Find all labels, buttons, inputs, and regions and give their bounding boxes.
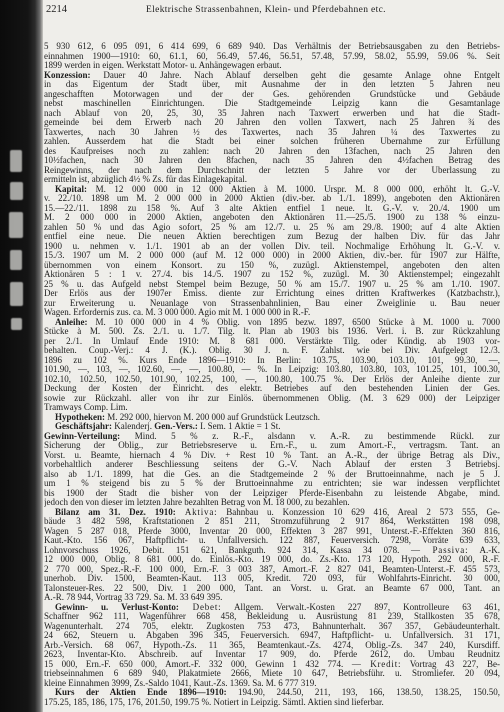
text-run: M. 2 000 000 in 2000 Aktien, angeboten den Aktionären 11.—25./5. 1900 zu 138 % einzu- <box>44 213 500 222</box>
text-run: Sicherung der Oblig., zur Betriebsreserve u. Ern.-F., u. zum Amort.-F., vertragsm. Tant. an <box>44 441 500 450</box>
text-run: Kaut.-Kto. 156 067, Haftpflicht- u. Unfallversich. 122 887, Feuerversich. 7298, Vorräte 639 633, <box>44 536 500 545</box>
binding-stamp <box>10 150 22 172</box>
text-run: 194.90, 244.50, 211, 193, 166, 138.50, 138.25, 150.50, <box>226 688 500 697</box>
text-line <box>44 52 500 62</box>
section-heading: Bilanz am 31. Dez. 1910: <box>55 507 176 517</box>
text-line <box>44 679 500 689</box>
text-line <box>44 147 500 157</box>
text-run: angeschafften Motorwagen und der der Ges. gehörenden Grundstücke und Gebäude <box>44 89 500 99</box>
text-run: 1899 werden in eigen. Werkstatt Motor- u. Anhängewagen erbaut. <box>44 61 282 70</box>
text-line <box>44 232 500 242</box>
text-run: 15.—22./11. 1898 zu 158 %. Auf 3 alte Aktien entfiel 1 neue. lt. G.-V. v. 20./4. 1900 um <box>44 203 500 213</box>
text-line <box>44 479 500 489</box>
text-line <box>44 527 500 537</box>
binding-stamp <box>10 282 23 306</box>
section-heading: Kapital: <box>55 184 88 194</box>
text-line <box>44 489 500 499</box>
text-line <box>44 61 500 71</box>
text-line <box>44 603 500 613</box>
text-run: M. 292 000, hiervon M. 200 000 auf Grundstück Leutzsch. <box>105 412 320 422</box>
text-line <box>44 166 500 176</box>
text-line <box>44 261 500 271</box>
text-run: per 2./1. In Umlauf Ende 1910: M. 8 681 000. Verstärkte Tilg. oder Kündig. ab 1903 vor- <box>44 336 500 346</box>
text-line <box>44 299 500 309</box>
text-run: Deckung der Kosten der Einricht. des elektr. Betriebes auf den bestehenden Linien der Ges. <box>44 384 500 393</box>
text-run: vorbehaltlich anderer Beschliessung seitens der G.-V. Nach Ablauf der ersten 3 Betriebsj. <box>44 460 500 469</box>
text-run: 1896 zu 102 %. Kurs Ende 1896—1910: In Berlin: 103.75, 103.90, 103.10, 101, 99.30, —, <box>44 355 500 365</box>
text-run: nebst maschinellen Einrichtungen. Die Stadtgemeinde Leipzig kann die Gesamtanlage <box>44 99 500 108</box>
text-run: Wagenunterhalt. 274 705, elektr. Zugkosten 753 473, Bahnunterhalt. 367 357, Gebäudeunterhalt. <box>44 621 500 631</box>
text-line <box>44 660 500 670</box>
text-run: 15 000, Ern.-F. 650 000, Amort.-F. 332 000, Gewinn 1 432 774. — <box>44 659 361 669</box>
text-run: nach Ablauf von 20, 25, 30, 35 Jahren nach Taxwert erwerben und hat die Stadt- <box>44 108 500 118</box>
text-line <box>44 394 500 404</box>
paragraph <box>44 432 500 508</box>
text-run: Bahnbau u. Konzession 10 629 416, Areal 2 573 555, Ge- <box>217 507 500 517</box>
paragraph <box>44 42 500 71</box>
paragraph <box>44 688 500 707</box>
text-line <box>44 137 500 147</box>
text-run: Vorst. u. Beamte, hiernach 4 % Div. + Rest 10 % Tant. an A.-R., der übrige Betrag als Div., <box>44 450 500 460</box>
text-run: 15./3. 1907 um M. 2 000 000 (auf M. 12 000 000) in 2000 Aktien, div.-ber. für 1907 zur Hälfte, <box>44 251 500 260</box>
text-run: Vortrag 43 227, Be- <box>401 659 500 669</box>
running-head-title: Elektrische Strassenbahnen, Klein- und Pferdebahnen etc. <box>146 5 386 15</box>
text-line <box>44 90 500 100</box>
text-line <box>44 422 500 432</box>
section-heading: Kurs der Aktien Ende 1896—1910: <box>55 688 227 697</box>
section-heading: Gewinn- u. Verlust-Konto: <box>55 602 179 612</box>
binding-stamp <box>9 212 23 238</box>
text-run: 25 % u. das Aufgeld nebst Stempel beim Bezuge, 50 % am 15./7. 1907 u. 25 % am 1./10. 1907. <box>44 279 500 289</box>
paragraph <box>44 185 500 318</box>
text-line <box>44 650 500 660</box>
text-run: 10½fachen, nach 30 Jahren den 8fachen, nach 35 Jahren den 4½fachen Betrag des <box>44 156 500 165</box>
text-line <box>44 441 500 451</box>
text-run: A.-R. 78 944, Vortrag 33 729. Sa. M. 33 649 395. <box>44 593 223 602</box>
text-run: zahlen. Ausserdem hat die Stadt bei einer solchen früheren Übernahme zur Erfüllung <box>44 137 500 146</box>
text-line <box>44 384 500 394</box>
text-line <box>44 688 500 698</box>
text-line <box>44 118 500 128</box>
text-run: Talonsteuer-Res. 22 500, Div. 1 200 000, Tant. an Vorst. u. Grat. an Beamte 67 000, Tant. an <box>44 583 500 593</box>
text-run: Reingewinns, der nach dem Durchschnitt der letzten 5 Jahre vor der Überlassung zu <box>44 165 500 175</box>
text-run: 24 662, Steuern u. Abgaben 396 345, Feuerversich. 6947, Haftpflicht- u. Unfallversich. 31 171, <box>44 631 500 640</box>
text-line <box>44 42 500 52</box>
text-run: jedoch den von dieser im letzten Jahre bezahlten Betrag von M. 18 000, zu bezahlen. <box>44 498 350 507</box>
text-line <box>44 223 500 233</box>
text-line <box>44 175 500 185</box>
text-line <box>44 584 500 594</box>
text-line <box>44 574 500 584</box>
text-run: übernommen von einem Konsort. zu 150 %, zuzügl. Aktienstempel, angeboten den alten <box>44 260 500 270</box>
text-run: um 1 % steigend bis zu 5 % der Bruttoeinnahme zu entrichten; sie war indessen verpflichtet <box>44 479 500 488</box>
text-line <box>44 194 500 204</box>
text-line <box>44 289 500 299</box>
text-run: Mind. 5 % z. R.-F., alsdann v. A.-R. zu bestimmende Rückl. zur <box>120 431 500 441</box>
text-line <box>44 470 500 480</box>
text-run: 12 000 000, Oblig. 8 681 000, do. Einlös.-Kto. 19 000, do. Zs.-Kto. 173 120, Hypoth. 292 000, R.-F. <box>44 555 500 564</box>
section-heading: Gewinn-Verteilung: <box>44 431 121 441</box>
text-run: Kalenderj. <box>112 422 155 431</box>
text-run: Arb.-Versich. 68 067, Hypoth.-Zs. 11 365, Beamtenkaut.-Zs. 4274, Oblig.-Zs. 347 240, Kursdiff. <box>44 640 500 650</box>
text-line <box>44 593 500 603</box>
text-line <box>44 375 500 385</box>
text-run: v. 22./10. 1898 um M. 2 000 000 in 2000 Aktien (div.-ber. ab 1./1. 1899), angeboten den Aktionären <box>44 194 500 203</box>
text-line <box>44 498 500 508</box>
text-run: 2 770 000, Spez.-R.-F. 100 000, Ern.-F. 3 003 387, Amort.-F. 2 827 041, Beamten-Unterst.-F. 455 573, <box>44 564 500 574</box>
text-line <box>44 128 500 138</box>
text-run: gemeinde bei dem Erwerb nach 20 Jahren den vollen Taxwert, nach 25 Jahren ¾ des <box>44 118 500 127</box>
text-line <box>44 508 500 518</box>
paragraph <box>44 413 500 423</box>
text-run: ermitteln ist, abzüglich 4½ % Zs. für das Einlagekapital. <box>44 175 247 184</box>
text-line <box>44 546 500 556</box>
text-run: Schaffner 962 111, Wagenführer 668 458, Bekleidung u. Ausrüstung 81 239, Stallkosten 35 678, <box>44 612 500 621</box>
text-run: zur Erweiterung u. Neuanlage von Strassenbahnlinien, Bau einer Zweiglinie u. Bau neuer <box>44 298 500 308</box>
text-line <box>44 669 500 679</box>
text-run: unerhob. Div. 1500, Beamten-Kaut. 113 005, Kredit. 720 093, für Wohlfahrts-Einricht. 30 000, <box>44 574 500 583</box>
text-run: triebseinnahmen 6 689 940, Plakatmiete 2666, Miete 10 647, Betriebsführ. u. Stromliefer. 20 094, <box>44 669 500 678</box>
text-run: kleine Einnahmen 3999, Zs.-Saldo 1041, Kaut.-Zs. 1369. Sa. M. 6 777 319. <box>44 678 317 688</box>
text-line <box>44 460 500 470</box>
text-run: einnahmen 1900—1910: 60, 61.1, 60, 56.49, 57.46, 56.51, 57.48, 57.99, 58.02, 55.99, 59.06 %. Seit <box>44 51 500 61</box>
text-line <box>44 308 500 318</box>
text-run: Lohnvorschuss 1926, Debit. 151 621, Bankguth. 924 314, Kassa 34 078. — <box>44 545 421 555</box>
spaced-label: Aktiva: <box>175 507 218 517</box>
text-line <box>44 641 500 651</box>
text-line <box>44 327 500 337</box>
binding-stamp <box>10 250 22 270</box>
text-run: also ab 1./1. 1899, hat die Ges. an die Stadtgemeinde 2 % der Bruttoeinnahme, nach je 5 J. <box>44 469 500 479</box>
text-line <box>44 451 500 461</box>
text-run: 5 930 612, 6 095 091, 6 414 699, 6 689 940. Das Verhältnis der Betriebsausgaben zu den Betriebs- <box>44 42 500 51</box>
text-line <box>44 109 500 119</box>
text-line <box>44 270 500 280</box>
text-run: Wagen 5 287 018, Pferde 3000, Inventar 20 000, Effekten 3 287 991, Unterst.-F.-Effekten 360 816, <box>44 526 500 536</box>
text-run: entfiel eine neue. Die neuen Aktien berechtigen zum Bezug der halben Div. für das Jahr <box>44 232 500 241</box>
running-head <box>46 3 500 16</box>
text-line <box>44 565 500 575</box>
paragraph <box>44 318 500 413</box>
text-run: behalten. Coup.-Verj.: 4 J. (K.). Oblig. 30 J. n. F. Zahlst. wie bei Div. Aufgelegt 12./3. <box>44 346 500 355</box>
paragraph <box>44 71 500 185</box>
text-run: Tramways Comp. Lim. <box>44 403 128 412</box>
text-run: I. Sem. 1 Aktie = 1 St. <box>197 422 281 431</box>
text-line <box>44 337 500 347</box>
binding-stamp <box>10 182 23 200</box>
section-heading: Geschäftsjahr: <box>55 422 112 431</box>
text-run: 101.90, —, 103, —, 102.60, —, —, 100.80, — %. In Leipzig: 103.80, 103.80, 103, 101.25, 101, 100.30, <box>44 365 500 374</box>
text-line <box>44 631 500 641</box>
text-line <box>44 517 500 527</box>
section-heading: Anleihe: <box>55 317 88 327</box>
paragraph <box>44 422 500 432</box>
binding-stamp <box>11 318 22 330</box>
text-run: Wagen. Erfordernis zus. ca. M. 3 000 000. Agio mit M. 1 000 000 in R.-F. <box>44 308 311 317</box>
text-line <box>44 365 500 375</box>
section-heading: Hypotheken: <box>55 412 106 422</box>
text-run: zahlen 50 % und das Agio sofort, 25 % am 12./7. u. 25 % am 29./8. 1900; auf 4 alte Aktien <box>44 222 500 232</box>
spaced-label: Debet: <box>178 602 222 612</box>
text-line <box>44 280 500 290</box>
text-line <box>44 185 500 195</box>
text-run: A.-K. <box>468 545 500 555</box>
text-run: Allgem. Verwalt.-Kosten 227 897, Kontrolleure 63 461, <box>221 602 500 612</box>
text-line <box>44 71 500 81</box>
text-line <box>44 99 500 109</box>
text-run: bäude 3 482 598, Kraftstationen 2 851 211, Stromzuführung 2 917 864, Werkstätten 198 098, <box>44 517 500 526</box>
text-line <box>44 213 500 223</box>
text-run: M. 12 000 000 in 12 000 Aktien à M. 1000. Urspr. M. 8 000 000, erhöht lt. G.-V. <box>87 184 500 194</box>
text-line <box>44 251 500 261</box>
text-line <box>44 413 500 423</box>
text-run: 1900 u. nehmen v. 1./1. 1901 ab an der vollen Div. teil. Nochmalige Erhöhung lt. G.-V. v. <box>44 241 500 251</box>
section-heading: Gen.-Vers.: <box>154 422 198 431</box>
text-line <box>44 346 500 356</box>
text-line <box>44 622 500 632</box>
text-line <box>44 432 500 442</box>
text-run: Der Erlös aus der 1907er Emiss. diente zur Errichtung eines dritten Kraftwerkes (Katzbachstr.), <box>44 289 500 298</box>
text-line <box>44 612 500 622</box>
page-number: 2214 <box>46 4 67 15</box>
text-run: 2623, Inventar-Kto. Abschreib. auf Inventar 17 909, do. Pferde 2612, do. Umbau Reudnitz <box>44 650 500 659</box>
text-line <box>44 356 500 366</box>
paragraph <box>44 508 500 603</box>
text-run: Dauer 40 Jahre. Nach Ablauf derselben geht die gesamte Anlage ohne Entgelt <box>90 70 500 80</box>
text-line <box>44 555 500 565</box>
text-line <box>44 318 500 328</box>
text-run: Aktionären 5 : 1 v. 27./4. bis 14./5. 1907 zu 152 %, zuzügl. M. 30 Aktienstempel; eingezahlt <box>44 270 500 279</box>
text-run: Stücke à M. 500. Zs. 2./1. u. 1./7. Tilg. lt. Plan ab 1903 bis 1936. Verl. i. B. zur Rückzahlung <box>44 327 500 336</box>
text-line <box>44 156 500 166</box>
text-run: Taxwertes, nach 30 Jahren ½ des Taxwertes, nach 35 Jahren ¼ des Taxwertes zu <box>44 127 500 137</box>
text-line <box>44 403 500 413</box>
text-line <box>44 204 500 214</box>
section-heading: Konzession: <box>44 70 91 80</box>
text-run: bis 1900 der Stadt die bisher von der Leipziger Pferde-Eisenbahn zu leistende Abgabe, mind. <box>44 488 500 498</box>
book-binding-edge <box>0 0 43 712</box>
text-run: 102.10, 102.50, 102.50, 101.90, 102.25, 100, —, 100.80, 100.75 %. Der Erlös der Anleihe diente zur <box>44 374 500 384</box>
text-body <box>44 42 500 707</box>
text-line <box>44 536 500 546</box>
paragraph <box>44 603 500 689</box>
text-run: des Kaufpreises noch zu zahlen: nach 20 Jahren den 13fachen, nach 25 Jahren den <box>44 146 500 156</box>
text-run: sowie zur Rückzahl. aller von ihr zur Einlös. übernommenen Oblig. (M. 3 629 000) der Leipziger <box>44 393 500 403</box>
text-run: in das Eigentum der Stadt über, mit Ausnahme der in den letzten 5 Jahren neu <box>44 80 500 89</box>
text-run: M. 10 000 000 in 4 % Oblig. von 1895 bezw. 1897, 6500 Stücke à M. 1000 u. 7000 <box>87 317 500 327</box>
text-run: 175.25, 185, 186, 175, 176, 201.50, 199.75 %. Notiert in Leipzig. Sämtl. Aktien sind lieferbar. <box>44 697 384 707</box>
spaced-label: Passiva: <box>420 545 469 555</box>
text-line <box>44 80 500 90</box>
spaced-label: Kredit: <box>360 659 402 669</box>
text-line <box>44 242 500 252</box>
text-line <box>44 698 500 708</box>
